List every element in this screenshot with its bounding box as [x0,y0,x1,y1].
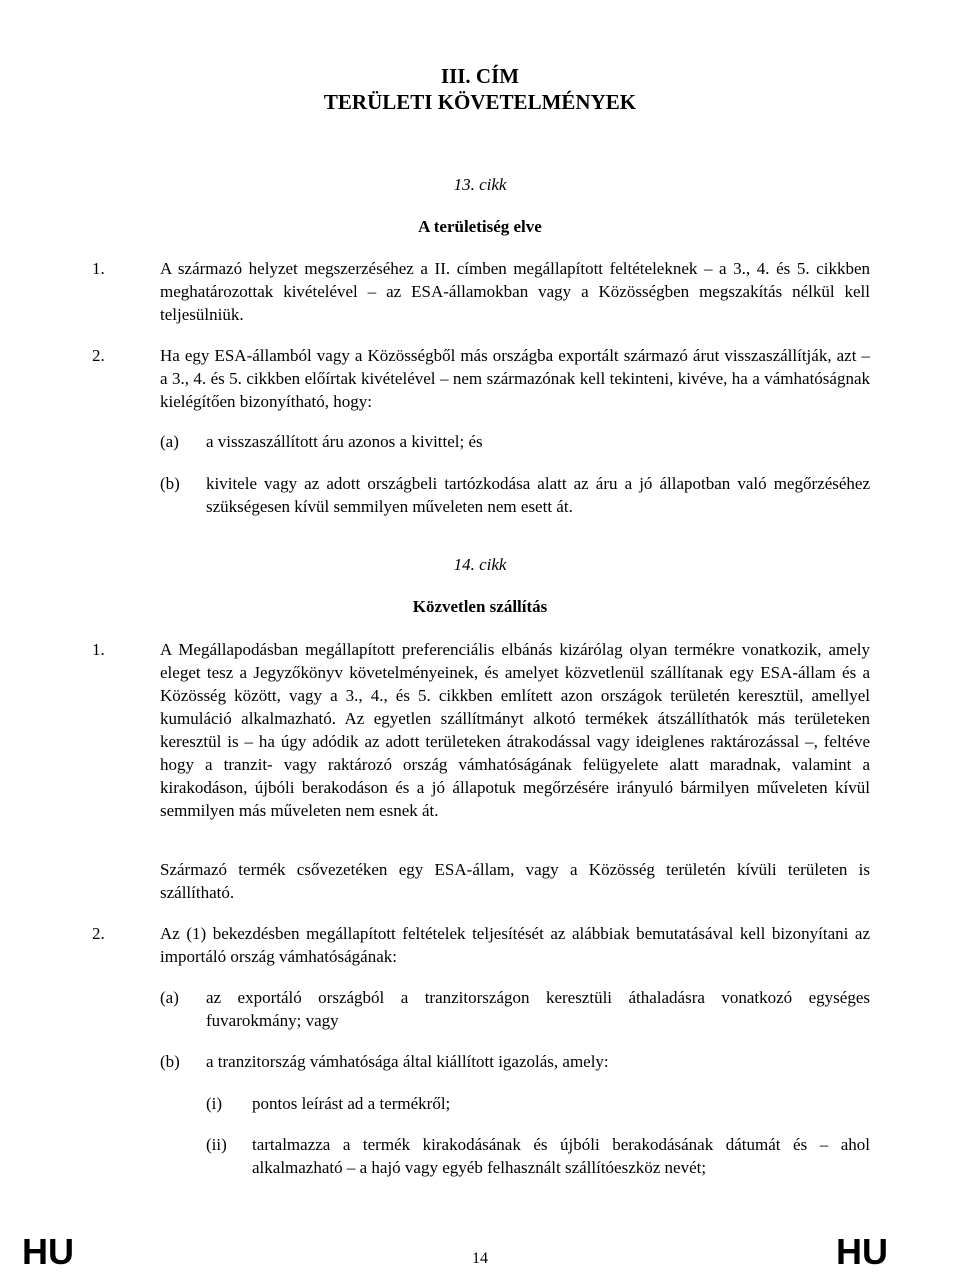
title-line-1: III. CÍM [440,64,520,88]
article-14-p2-subitem-ii-text: tartalmazza a termék kirakodásának és újbóli berakodásának dátumát és – ahol alkalmazható – a hajó vagy egyéb felhasznált szállítóeszköz nevét; [252,1135,870,1177]
article-14-p2-text: Az (1) bekezdésben megállapított feltételek teljesítését az alábbiak bemutatásával kell bizonyítani az importáló ország vámhatóságának: [160,924,870,966]
article-14-p2-item-a-label: (a) [160,988,179,1007]
article-14-p2-subitem-ii-label: (ii) [206,1135,227,1154]
article-14-p2-item-b-text: a tranzitország vámhatósága által kiállított igazolás, amely: [206,1052,609,1071]
article-13-heading: A területiség elve [418,217,542,236]
article-14-p1-text: A Megállapodásban megállapított preferenciális elbánás kizárólag olyan termékre vonatkozik, amely eleget tesz a Jegyzőkönyv követelményeinek, és amelyet közvetlenül szállítanak egy ESA-állam és a Közösség között, vagy a 3., 4., és 5. cikkben említett azon országok területén keresztül, amellyel kumuláció alkalmazható. Az egyetlen szállítmányt alkotó termékek átszállíthatók más területeken keresztül is – ha úgy adódik az adott területeken átrakodással vagy ideiglenes raktározással –, feltéve hogy a tranzit- vagy raktározó ország vámhatóságának felügyelete alatt maradnak, valamint a kirakodáson, újbóli berakodáson és a jó állapotuk megőrzésére irányuló bármilyen műveleten kívül semmilyen más műveleten nem esnek át. [160,640,870,820]
article-13-p2-item-b-text: kivitele vagy az adott országbeli tartózkodása alatt az áru a jó állapotban való megőrzéséhez szükségesen kívül semmilyen műveleten nem esett át. [206,474,870,516]
article-13-p2-item-a-label: (a) [160,432,179,451]
article-14-p2-subitem-i-label: (i) [206,1094,223,1113]
article-14-p2-subitem-i-text: pontos leírást ad a termékről; [252,1094,451,1113]
article-13-p2-item-b-label: (b) [160,474,180,493]
article-14-p1-number: 1. [92,640,105,659]
article-13-p2-item-a-text: a visszaszállított áru azonos a kivittel; és [206,432,483,451]
article-14-heading: Közvetlen szállítás [412,597,548,616]
footer-page-number: 14 [472,1250,488,1267]
article-14-p1-text-2: Származó termék csővezetéken egy ESA-állam, vagy a Közösség területén kívüli területen is szállítható. [160,860,870,902]
article-14-p2-item-b-label: (b) [160,1052,180,1071]
footer-language-left: HU [22,1231,74,1272]
article-13-number: 13. cikk [453,175,507,194]
article-13-p1-text: A származó helyzet megszerzéséhez a II. címben megállapított feltételeknek – a 3., 4. és 5. cikkben meghatározottak kivételével – az ESA-államokban vagy a Közösségben megszakítás nélkül kell teljesülniük. [160,259,870,324]
title-line-2: TERÜLETI KÖVETELMÉNYEK [323,90,637,114]
article-13-p2-text: Ha egy ESA-államból vagy a Közösségből más országba exportált származó árut visszaszállítják, azt – a 3., 4. és 5. cikkben előírtak kivételével – nem származónak kell tekinteni, kivéve, ha a vámhatóságnak kielégítően bizonyítható, hogy: [160,346,870,411]
article-13-p2-number: 2. [92,346,105,365]
article-14-number: 14. cikk [453,555,507,574]
footer-language-right: HU [836,1231,888,1272]
article-13-p1-number: 1. [92,259,105,278]
article-14-p2-item-a-text: az exportáló országból a tranzitországon keresztüli áthaladásra vonatkozó egységes fuvarokmány; vagy [206,988,870,1030]
article-14-p2-number: 2. [92,924,105,943]
